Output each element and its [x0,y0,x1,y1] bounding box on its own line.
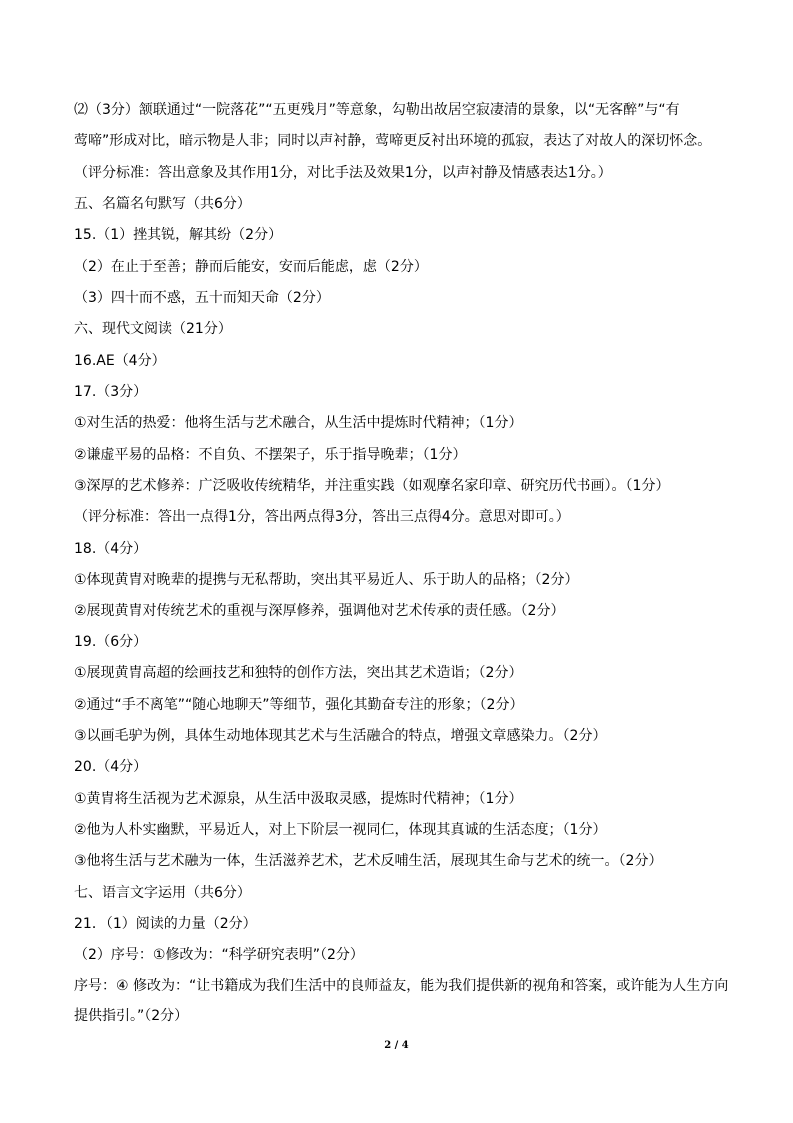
text-line: ③以画毛驴为例，具体生动地体现其艺术与生活融合的特点，增强文章感染力。（2分） [74,728,607,744]
section-heading: 七、语言文字运用（共6分） [74,885,251,901]
text-line: （3）四十而不惑，五十而知天命（2分） [74,290,330,306]
text-line: ②谦虚平易的品格：不自负、不摆架子，乐于指导晚辈；（1分） [74,447,467,463]
section-heading: 六、现代文阅读（21分） [74,321,232,337]
text-line: ②他为人朴实幽默，平易近人，对上下阶层一视同仁，体现其真诚的生活态度；（1分） [74,822,607,838]
text-line: 16.AE（4分） [74,353,166,369]
text-line: ②通过“手不离笔”“随心地聊天”等细节，强化其勤奋专注的形象；（2分） [74,697,524,713]
text-line: ①展现黄胄高超的绘画技艺和独特的创作方法，突出其艺术造诣；（2分） [74,665,523,681]
text-line: 序号：④ 修改为：“让书籍成为我们生活中的良师益友，能为我们提供新的视角和答案，或许能为人生方向提供指引。”（2分） [74,978,729,1024]
text-line: ⑵（3分）颔联通过“一院落花”“五更残月”等意象，勾勒出故居空寂凄清的景象，以“无客醉”与“有 [74,102,680,118]
text-line: （评分标准：答出一点得1分，答出两点得3分，答出三点得4分。意思对即可。） [74,509,570,525]
text-line: （2）序号：①修改为：“科学研究表明”（2分） [74,947,364,963]
text-line: 17.（3分） [74,384,148,400]
text-line: ③深厚的艺术修养：广泛吸收传统精华，并注重实践（如观摩名家印章、研究历代书画）。（1分） [74,478,670,494]
text-line: 莺啼”形成对比，暗示物是人非；同时以声衬静，莺啼更反衬出环境的孤寂，表达了对故人的深切怀念。 [74,133,712,149]
text-line: （2）在止于至善；静而后能安，安而后能虑，虑（2分） [74,259,428,275]
text-line: ①黄胄将生活视为艺术源泉，从生活中汲取灵感，提炼时代精神；（1分） [74,791,523,807]
text-line: 15.（1）挫其锐，解其纷（2分） [74,227,283,243]
page-number: 2 / 4 [384,1040,409,1051]
text-line: 21．（1）阅读的力量（2分） [74,916,257,932]
text-line: 19.（6分） [74,634,148,650]
text-line: ①对生活的热爱：他将生活与艺术融合，从生活中提炼时代精神；（1分） [74,415,523,431]
text-line: ③他将生活与艺术融为一体，生活滋养艺术，艺术反哺生活，展现其生命与艺术的统一。（2分） [74,853,663,869]
text-line: 18.（4分） [74,541,148,557]
text-line: （评分标准：答出意象及其作用1分，对比手法及效果1分，以声衬静及情感表达1分。） [74,165,612,181]
text-line: 20.（4分） [74,759,148,775]
text-line: ②展现黄胄对传统艺术的重视与深厚修养，强调他对艺术传承的责任感。（2分） [74,603,565,619]
section-heading: 五、名篇名句默写（共6分） [74,196,251,212]
text-line: ①体现黄胄对晚辈的提携与无私帮助，突出其平易近人、乐于助人的品格；（2分） [74,572,579,588]
